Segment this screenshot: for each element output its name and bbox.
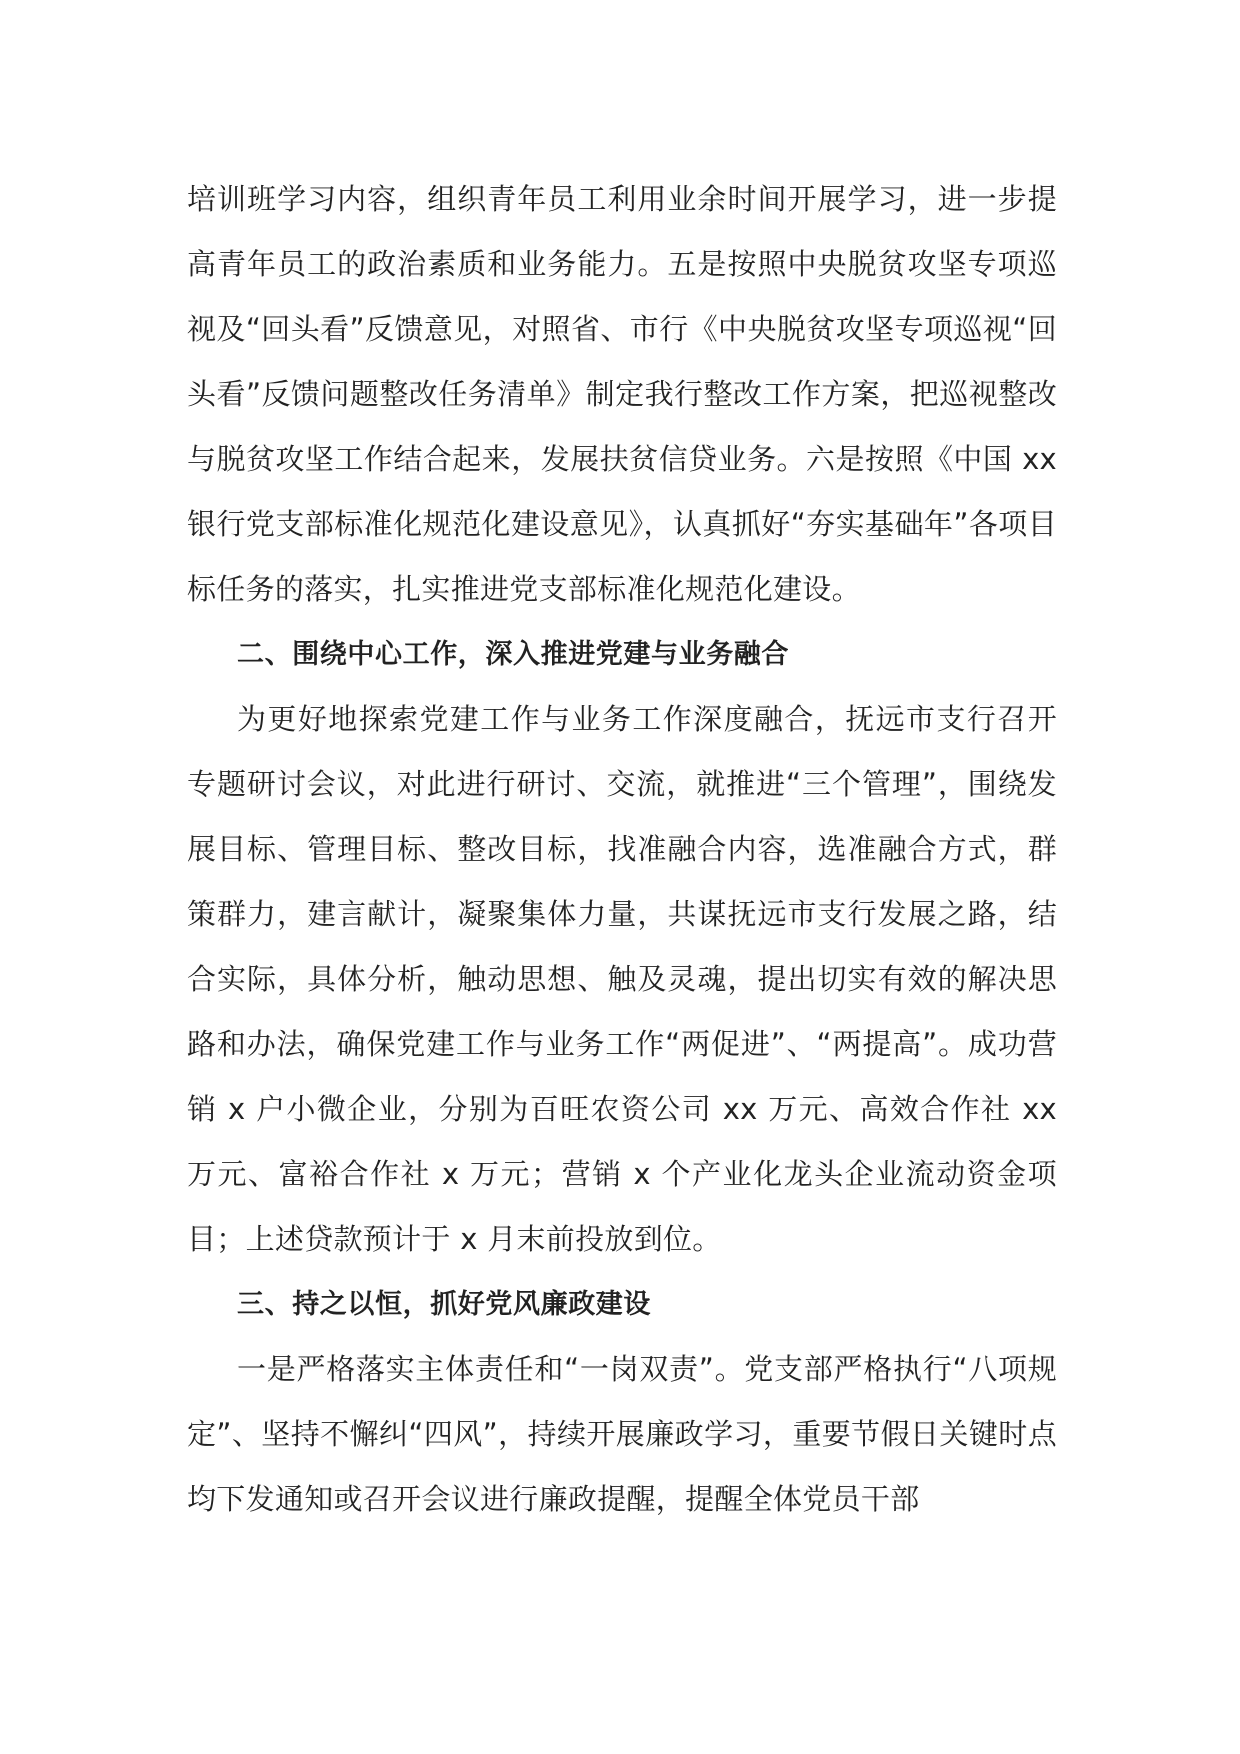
section-heading-3: 三、持之以恒，抓好党风廉政建设 <box>237 1289 651 1320</box>
document-body <box>187 167 1057 1532</box>
paragraph-integrity-responsibility: 一是严格落实主体责任和“一岗双责”。党支部严格执行“八项规定”、坚持不懈纠“四风”，持续开展廉政学习，重要节假日关键时点均下发通知或召开会议进行廉政提醒，提醒全体党员干部 <box>187 1352 1057 1516</box>
paragraph-training-continuation: 培训班学习内容，组织青年员工利用业余时间开展学习，进一步提高青年员工的政治素质和业务能力。五是按照中央脱贫攻坚专项巡视及“回头看”反馈意见，对照省、市行《中央脱贫攻坚专项巡视“回头看”反馈问题整改任务清单》制定我行整改工作方案，把巡视整改与脱贫攻坚工作结合起来，发展扶贫信贷业务。六是按照《中国 xx 银行党支部标准化规范化建设意见》，认真抓好“夯实基础年”各项目标任务的落实，扎实推进党支部标准化规范化建设。 <box>187 182 1057 606</box>
paragraph-party-business-integration: 为更好地探索党建工作与业务工作深度融合，抚远市支行召开专题研讨会议，对此进行研讨、交流，就推进“三个管理”，围绕发展目标、管理目标、整改目标，找准融合内容，选准融合方式，群策群力，建言献计，凝聚集体力量，共谋抚远市支行发展之路，结合实际，具体分析，触动思想、触及灵魂，提出切实有效的解决思路和办法，确保党建工作与业务工作“两促进”、“两提高”。成功营销 x 户小微企业，分别为百旺农资公司 xx 万元、高效合作社 xx 万元、富裕合作社 x 万元；营销 x 个产业化龙头企业流动资金项目；上述贷款预计于 x 月末前投放到位。 <box>187 702 1057 1256</box>
section-heading-2: 二、围绕中心工作，深入推进党建与业务融合 <box>237 639 789 670</box>
